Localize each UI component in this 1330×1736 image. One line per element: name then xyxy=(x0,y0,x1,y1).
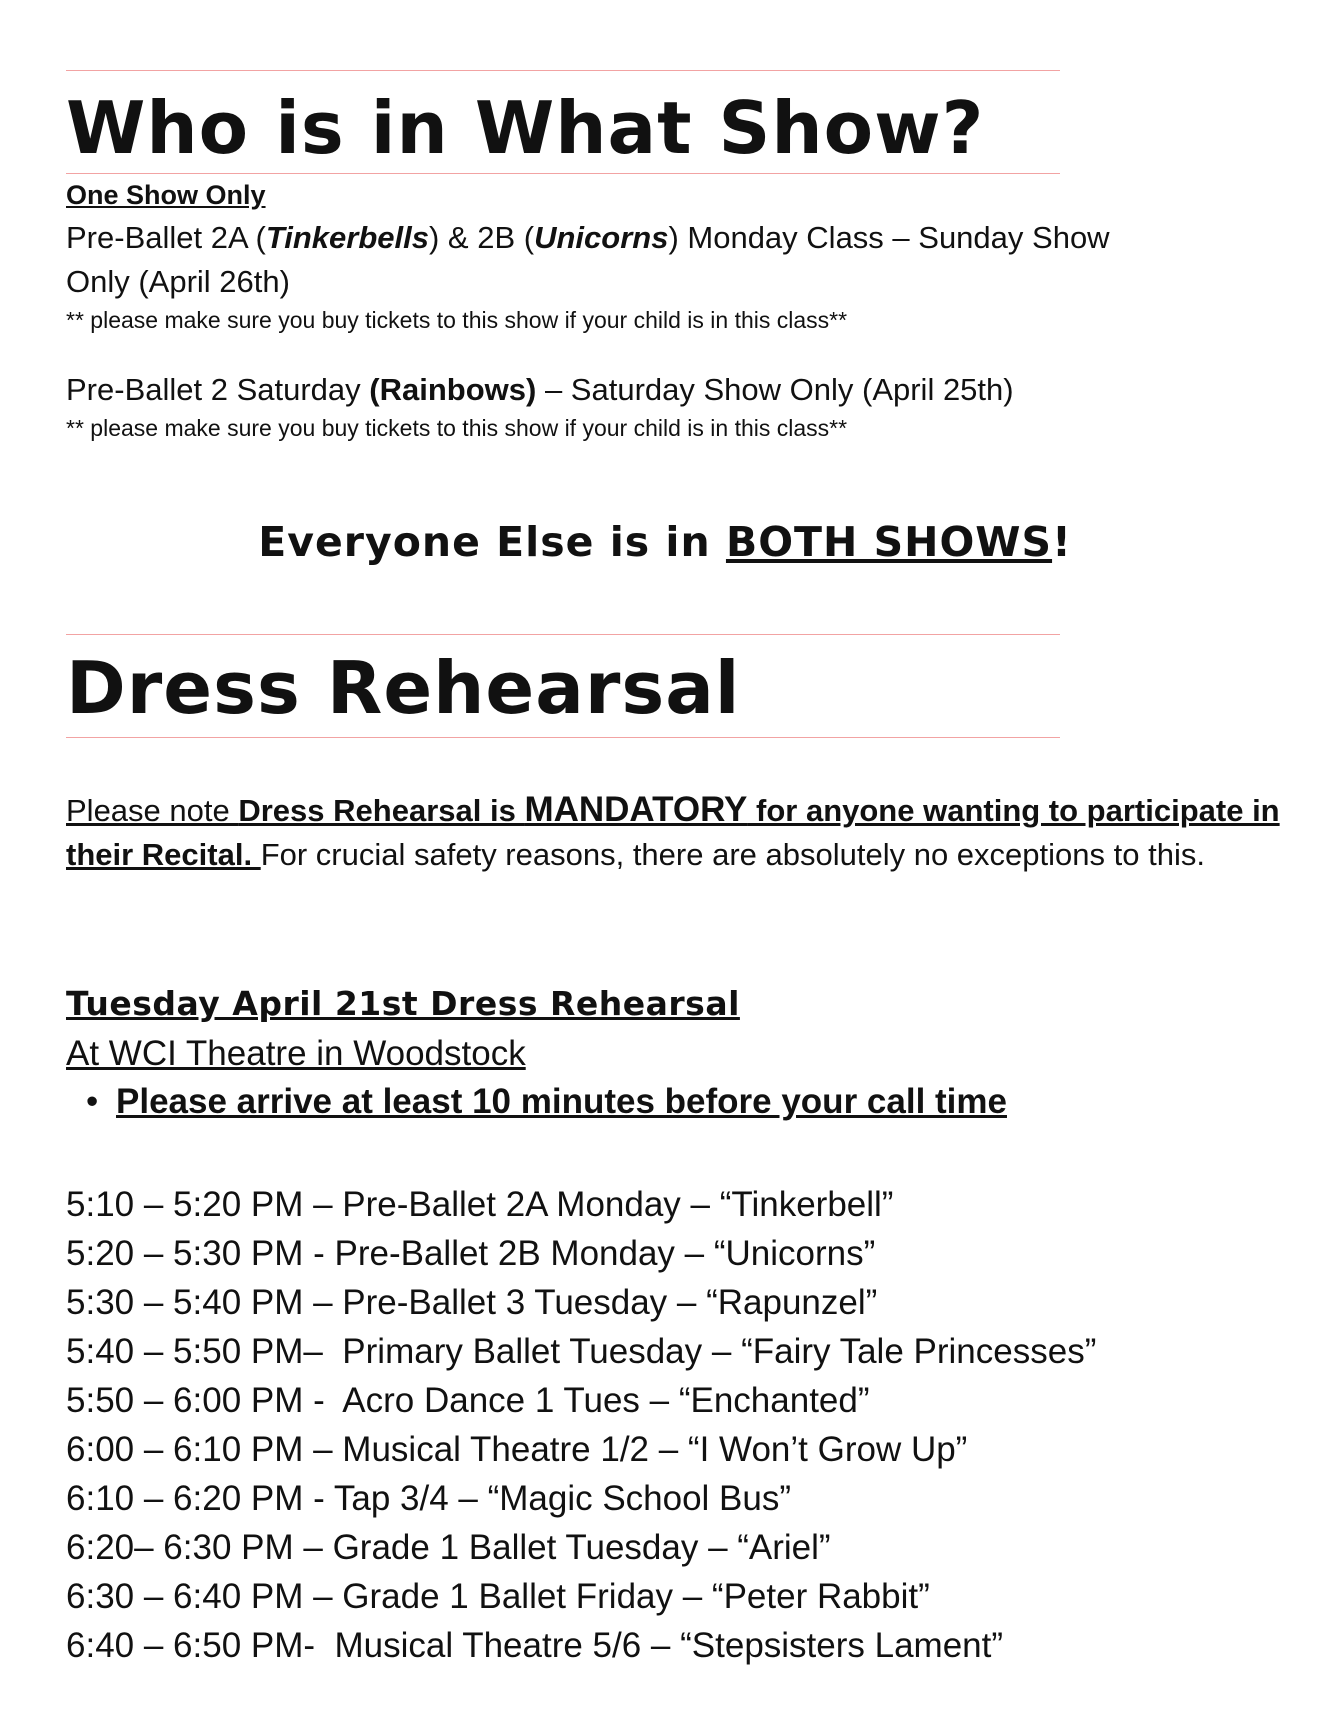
class-name-rainbows: (Rainbows) xyxy=(369,372,537,407)
ticket-note: ** please make sure you buy tickets to this show if your child is in this class** xyxy=(66,415,848,441)
arrival-bullet-text: Please arrive at least 10 minutes before your call time xyxy=(116,1082,1007,1121)
notice-bold: for anyone wanting to participate in their Recital. xyxy=(66,793,1280,872)
item-text: – Saturday Show Only (April 25th) xyxy=(536,372,1014,407)
section-title-dress-rehearsal: Dress Rehearsal xyxy=(66,646,741,730)
banner-text: Everyone Else is in xyxy=(258,518,726,566)
mandatory-notice xyxy=(66,788,1286,877)
subheading-one-show-only: One Show Only xyxy=(66,180,266,210)
item-text: ) Monday Class – Sunday Show xyxy=(668,220,1110,255)
schedule-row: 6:00 – 6:10 PM – Musical Theatre 1/2 – “I Won’t Grow Up” xyxy=(66,1430,968,1469)
item-text: Pre-Ballet 2A ( xyxy=(66,220,266,255)
schedule-row: 6:20– 6:30 PM – Grade 1 Ballet Tuesday – “Ariel” xyxy=(66,1528,831,1567)
notice-text: Please note xyxy=(66,793,239,828)
class-name-unicorns: Unicorns xyxy=(534,220,669,255)
arrival-bullet xyxy=(86,1082,1007,1122)
item-text: ) & 2B ( xyxy=(429,220,535,255)
divider-line xyxy=(66,634,1060,635)
schedule-row: 5:30 – 5:40 PM – Pre-Ballet 3 Tuesday – “Rapunzel” xyxy=(66,1283,878,1322)
schedule-row: 5:40 – 5:50 PM– Primary Ballet Tuesday – “Fairy Tale Princesses” xyxy=(66,1332,1097,1371)
divider-line xyxy=(66,70,1060,71)
item-text: Pre-Ballet 2 Saturday xyxy=(66,372,370,407)
notice-text: For crucial safety reasons, there are absolutely no exceptions to this. xyxy=(260,837,1205,872)
schedule-row: 6:40 – 6:50 PM- Musical Theatre 5/6 – “Stepsisters Lament” xyxy=(66,1626,1004,1665)
notice-mandatory: MANDATORY xyxy=(524,790,748,829)
divider-line xyxy=(66,173,1060,174)
rehearsal-location: At WCI Theatre in Woodstock xyxy=(66,1034,526,1073)
schedule-row: 5:10 – 5:20 PM – Pre-Ballet 2A Monday – “Tinkerbell” xyxy=(66,1185,894,1224)
schedule-row: 5:50 – 6:00 PM - Acro Dance 1 Tues – “Enchanted” xyxy=(66,1381,870,1420)
schedule-row: 6:30 – 6:40 PM – Grade 1 Ballet Friday – “Peter Rabbit” xyxy=(66,1577,930,1616)
one-show-item-saturday xyxy=(66,368,1014,412)
bullet-icon: • xyxy=(86,1082,99,1121)
banner-end: ! xyxy=(1052,518,1072,566)
divider-line xyxy=(66,737,1060,738)
section-title-who-is-in-what-show: Who is in What Show? xyxy=(66,86,985,170)
ticket-note: ** please make sure you buy tickets to this show if your child is in this class** xyxy=(66,307,848,333)
schedule-row: 6:10 – 6:20 PM - Tap 3/4 – “Magic School Bus” xyxy=(66,1479,792,1518)
class-name-tinkerbells: Tinkerbells xyxy=(265,220,429,255)
one-show-item-monday-line2: Only (April 26th) xyxy=(66,264,290,299)
notice-bold: Dress Rehearsal is xyxy=(238,793,525,828)
banner-emphasis: BOTH SHOWS xyxy=(725,518,1053,566)
both-shows-banner xyxy=(0,518,1330,566)
rehearsal-schedule xyxy=(66,1180,1096,1670)
schedule-row: 5:20 – 5:30 PM - Pre-Ballet 2B Monday – “Unicorns” xyxy=(66,1234,876,1273)
rehearsal-date-title: Tuesday April 21st Dress Rehearsal xyxy=(66,984,740,1023)
one-show-item-monday xyxy=(66,216,1286,260)
